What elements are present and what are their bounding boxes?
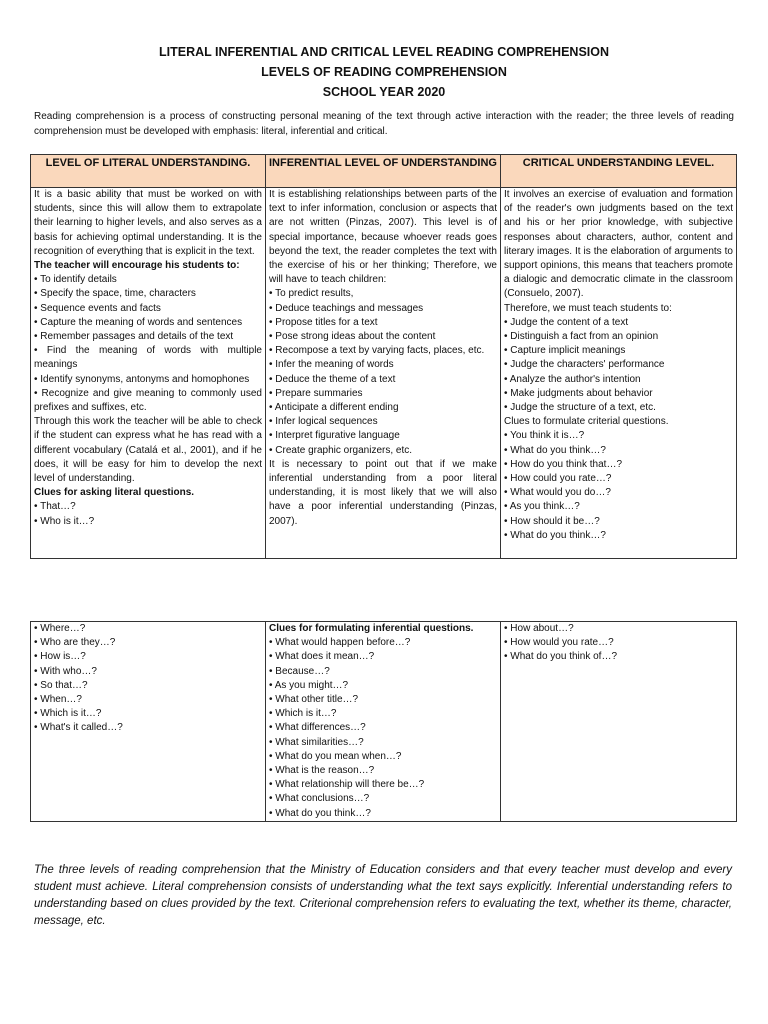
list-item: • What do you think…? (269, 807, 371, 819)
list-item: • Interpret figurative language (269, 430, 400, 442)
comprehension-levels-table (30, 154, 737, 559)
list-item: • How should it be…? (504, 515, 600, 527)
inferential-intro: It is establishing relationships between parts of the text to infer information, conclusion or aspects that are not written (Pinzas, 2007). This level is of special importance, because whoever reads goes beyond the text, the reader completes the text with the exercise of his or her thinking; Therefore, we will have to teach children: (269, 189, 497, 286)
critical-intro: It involves an exercise of evaluation and formation of the reader's own judgments based on the text and his or her prior knowledge, with subjective responses about characters, author, content and literary images. It is the elaboration of arguments to support opinions, this means that teachers promote a dialogic and democratic climate in the classroom (Consuelo, 2007). (504, 189, 733, 300)
list-item: • What do you think…? (504, 529, 606, 541)
list-item: • How about…? (504, 623, 574, 634)
list-item: • What's it called…? (34, 722, 123, 734)
list-item: • Remember passages and details of the text (34, 331, 234, 343)
list-item: • Make judgments about behavior (504, 387, 653, 399)
list-item: • When…? (34, 694, 82, 706)
header-literal: LEVEL OF LITERAL UNDERSTANDING. (31, 155, 266, 188)
list-item: • Specify the space, time, characters (34, 288, 196, 300)
list-item: • Create graphic organizers, etc. (269, 444, 413, 456)
list-item: • Find the meaning of words with multiple meanings (34, 345, 262, 371)
inferential-clues-cell (266, 622, 501, 822)
list-item: • To predict results, (269, 288, 354, 300)
literal-clues-label: Clues for asking literal questions. (34, 487, 195, 499)
list-item: • That…? (34, 501, 76, 513)
literal-intro: It is a basic ability that must be worked on with students, since this will allow them to extrapolate their learning to higher levels, and also serves as a basis for achieving optimal understanding. It is the recognition of everything that is explicit in the text. (34, 189, 262, 257)
literal-cell (31, 188, 266, 559)
list-item: • Distinguish a fact from an opinion (504, 331, 659, 343)
literal-encourage-label: The teacher will encourage his students to: (34, 260, 240, 272)
literal-closing: Through this work the teacher will be able to check if the student can express what he has read with a different vocabulary (Catalá et al., 2001), and if he does, it will be easy for him to develop the next level of understanding. (34, 416, 262, 485)
critical-teach-label: Therefore, we must teach students to: (504, 302, 672, 314)
critical-clues-cell (501, 622, 737, 822)
list-item: • Judge the content of a text (504, 316, 629, 328)
critical-cell (501, 188, 737, 559)
inferential-cell (266, 188, 501, 559)
list-item: • To identify details (34, 274, 117, 286)
list-item: • As you might…? (269, 679, 349, 691)
list-item: • Judge the structure of a text, etc. (504, 402, 656, 414)
table-content-row (31, 188, 737, 559)
intro-paragraph: Reading comprehension is a process of constructing personal meaning of the text through active interaction with the reader; the three levels of reading comprehension must be developed with emphasis: literal, inferential and critical. (34, 111, 734, 137)
list-item: • What would happen before…? (269, 637, 411, 649)
list-item: • Capture implicit meanings (504, 345, 626, 357)
list-item: • Deduce the theme of a text (269, 373, 396, 385)
literal-clues-cell (31, 622, 266, 822)
list-item: • With who…? (34, 665, 97, 677)
list-item: • What would you do…? (504, 487, 611, 499)
list-item: • Capture the meaning of words and sentences (34, 316, 243, 328)
list-item: • Sequence events and facts (34, 302, 161, 314)
title-line-2: LEVELS OF READING COMPREHENSION (261, 65, 507, 79)
list-item: • Recompose a text by varying facts, places, etc. (269, 345, 485, 357)
list-item: • What is the reason…? (269, 765, 375, 777)
list-item: • Because…? (269, 665, 330, 677)
list-item: • Judge the characters' performance (504, 359, 665, 371)
list-item: • Which is it…? (34, 708, 102, 720)
list-item: • How do you think that…? (504, 458, 623, 470)
list-item: • As you think…? (504, 501, 580, 513)
list-item: • Identify synonyms, antonyms and homophones (34, 373, 250, 385)
list-item: • What relationship will there be…? (269, 779, 425, 791)
title-line-1: LITERAL INFERENTIAL AND CRITICAL LEVEL READING COMPREHENSION (158, 45, 610, 59)
header-critical: CRITICAL UNDERSTANDING LEVEL. (501, 155, 737, 188)
list-item: • What do you think…? (504, 444, 606, 456)
list-item: • How is…? (34, 651, 86, 663)
list-item: • What do you mean when…? (269, 750, 402, 762)
list-item: • Anticipate a different ending (269, 402, 399, 414)
list-item: • How would you rate…? (504, 637, 614, 649)
list-item: • Who is it…? (34, 515, 95, 527)
list-item: • What other title…? (269, 694, 359, 706)
list-item: • Where…? (34, 623, 86, 634)
list-item: • Who are they…? (34, 637, 116, 649)
list-item: • Recognize and give meaning to commonly used prefixes and suffixes, etc. (34, 387, 262, 414)
list-item: • What does it mean…? (269, 651, 375, 663)
list-item: • Which is it…? (269, 708, 337, 720)
list-item: • What do you think of…? (504, 651, 618, 663)
inferential-closing: It is necessary to point out that if we make inferential understanding from a poor literal understanding, it is most likely that we will also have a poor inferential understanding (Pinzas, 2007). (269, 458, 497, 527)
list-item: • Analyze the author's intention (504, 373, 641, 385)
document-title-block (0, 42, 768, 102)
list-item: • You think it is…? (504, 430, 585, 442)
list-item: • So that…? (34, 679, 88, 691)
title-line-3: SCHOOL YEAR 2020 (322, 85, 446, 99)
list-item: • What conclusions…? (269, 793, 370, 805)
list-item: • Deduce teachings and messages (269, 302, 424, 314)
closing-paragraph: The three levels of reading comprehension that the Ministry of Education considers and that every teacher must develop and every student must achieve. Literal comprehension consists of understanding what the text says explicitly. Inferential understanding refers to understanding based on clues provided by the text. Criterional comprehension refers to evaluating the text, whether its theme, character, message, etc. (34, 864, 732, 927)
critical-clues-label: Clues to formulate criterial questions. (504, 416, 669, 428)
list-item: • Infer logical sequences (269, 416, 378, 428)
list-item: • Prepare summaries (269, 387, 363, 399)
list-item: • Pose strong ideas about the content (269, 331, 436, 343)
list-item: • Infer the meaning of words (269, 359, 394, 371)
table-row (31, 622, 737, 822)
list-item: • Propose titles for a text (269, 316, 378, 328)
inferential-clues-label: Clues for formulating inferential questions. (269, 623, 474, 634)
list-item: • What differences…? (269, 722, 366, 734)
question-clues-table (30, 621, 737, 822)
header-inferential: INFERENTIAL LEVEL OF UNDERSTANDING (266, 155, 501, 188)
table-header-row (31, 155, 737, 188)
list-item: • How could you rate…? (504, 473, 612, 485)
list-item: • What similarities…? (269, 736, 364, 748)
